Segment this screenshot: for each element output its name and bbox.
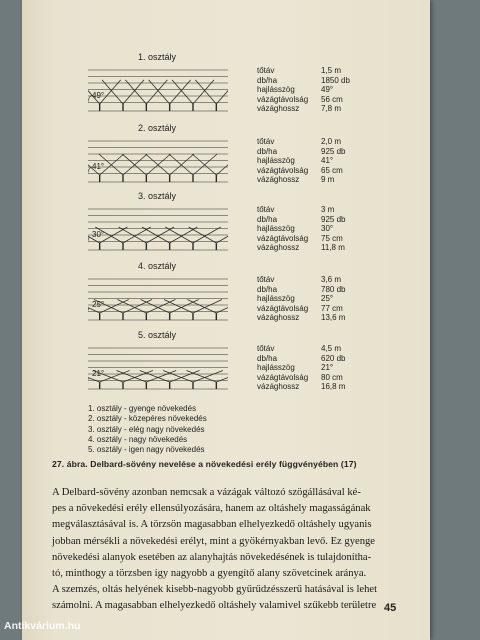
- spec-key: vázághossz: [257, 175, 300, 185]
- legend-item: 3. osztály - elég nagy növekedés: [88, 424, 205, 434]
- paragraph-line: számolni. A magasabban elhelyezkedő oltáshely valamivel szűkebb területre: [52, 600, 377, 612]
- spec-value: 7,8 m: [321, 104, 342, 114]
- angle-label: 49°: [92, 91, 105, 100]
- spec-key: db/ha: [257, 75, 278, 85]
- spec-key: hajlásszög: [257, 85, 295, 95]
- spec-value: 25°: [321, 294, 334, 304]
- spec-row: [257, 243, 387, 253]
- class-title: 1. osztály: [138, 52, 177, 62]
- spec-row: [257, 66, 387, 76]
- paragraph-line: tó, minthogy a törzsben így nagyobb a gyengítő alany szövetcinek aránya.: [52, 568, 367, 580]
- spec-list: [257, 137, 387, 185]
- spec-row: [257, 234, 387, 244]
- spec-key: db/ha: [257, 353, 278, 363]
- spec-row: [257, 344, 387, 354]
- spec-value: 3 m: [321, 205, 335, 214]
- angle-label: 41°: [92, 162, 105, 171]
- spec-list: [257, 205, 387, 253]
- spec-value: 56 cm: [321, 94, 343, 104]
- class-title: 5. osztály: [138, 330, 177, 340]
- spec-value: 49°: [321, 85, 334, 95]
- spec-key: db/ha: [257, 146, 278, 156]
- watermark: Antikvárium.hu: [4, 620, 81, 632]
- spec-value: 80 cm: [321, 372, 343, 382]
- spec-row: [257, 215, 387, 225]
- spec-row: [257, 85, 387, 95]
- spec-value: 11,8 m: [321, 243, 345, 253]
- spec-row: [257, 363, 387, 373]
- hedge-diagram: [88, 133, 228, 193]
- spec-value: 620 db: [321, 353, 346, 363]
- legend: [88, 404, 207, 455]
- spec-row: [257, 354, 387, 364]
- class-title: 4. osztály: [138, 261, 177, 271]
- angle-label: 30°: [92, 230, 105, 239]
- spec-value: 1,5 m: [321, 66, 342, 75]
- hedge-diagram: [88, 62, 228, 122]
- spec-key: vázágtávolság: [257, 94, 309, 104]
- spec-row: [257, 76, 387, 86]
- spec-row: [257, 304, 387, 314]
- legend-item: 4. osztály - nagy növekedés: [88, 434, 188, 444]
- paragraph-line: megválasztásával is. A törzsön magasabban elhelyezkedő oltáshely ugyanis: [52, 519, 372, 531]
- spec-key: vázághossz: [257, 104, 300, 114]
- spec-key: vázágtávolság: [257, 372, 309, 382]
- spec-value: 3,6 m: [321, 275, 342, 284]
- spec-value: 77 cm: [321, 303, 343, 313]
- spec-row: [257, 224, 387, 234]
- spec-key: tőtáv: [257, 275, 275, 284]
- spec-row: [257, 382, 387, 392]
- page-number: 45: [384, 602, 397, 614]
- spec-value: 65 cm: [321, 165, 343, 175]
- spec-value: 925 db: [321, 146, 346, 156]
- class-title: 2. osztály: [138, 123, 177, 133]
- body-paragraph: [52, 485, 400, 615]
- spec-key: db/ha: [257, 214, 278, 224]
- spec-list: [257, 275, 387, 323]
- spec-key: hajlásszög: [257, 156, 295, 166]
- spec-row: [257, 285, 387, 295]
- spec-row: [257, 166, 387, 176]
- spec-row: [257, 137, 387, 147]
- spec-row: [257, 294, 387, 304]
- legend-item: 2. osztály - közepéres növekedés: [88, 414, 207, 424]
- hedge-diagram: [88, 271, 228, 331]
- spec-value: 30°: [321, 224, 334, 234]
- figure-caption: 27. ábra. Delbard-sövény nevelése a növekedési erély függvényében (17): [52, 459, 357, 469]
- spec-row: [257, 104, 387, 114]
- spec-row: [257, 313, 387, 323]
- spec-row: [257, 205, 387, 215]
- angle-label: 21°: [92, 369, 105, 378]
- spec-value: 925 db: [321, 214, 346, 224]
- spec-key: vázághossz: [257, 313, 300, 323]
- class-title: 3. osztály: [138, 191, 177, 201]
- spec-value: 1850 db: [321, 75, 350, 85]
- angle-label: 25°: [92, 300, 105, 309]
- paragraph-line: jobban mérsékli a növekedési erélyt, mint a gyökérnyakban levő. Ez gyenge: [52, 535, 376, 547]
- spec-key: tőtáv: [257, 137, 275, 146]
- spec-value: 13,6 m: [321, 313, 346, 323]
- spec-key: vázághossz: [257, 382, 300, 392]
- spec-value: 75 cm: [321, 233, 343, 243]
- spec-value: 4,5 m: [321, 344, 342, 353]
- hedge-diagram: [88, 340, 228, 400]
- paragraph-line: A Delbard-sövény azonban nemcsak a vázágak változó szögállásával ké-: [52, 487, 361, 498]
- spec-row: [257, 373, 387, 383]
- paragraph-line: pes a növekedési erély ellensúlyozására, hanem az oltáshely magasságának: [52, 503, 371, 515]
- spec-value: 9 m: [321, 175, 335, 185]
- book-page: [22, 0, 430, 640]
- legend-item: 1. osztály - gyenge növekedés: [88, 404, 197, 413]
- spec-list: [257, 344, 387, 392]
- hedge-diagram: [88, 201, 228, 261]
- spec-key: hajlásszög: [257, 363, 295, 373]
- spec-key: vázágtávolság: [257, 165, 309, 175]
- spec-value: 780 db: [321, 284, 346, 294]
- spec-key: vázághossz: [257, 243, 300, 253]
- spec-key: db/ha: [257, 284, 278, 294]
- spec-key: vázágtávolság: [257, 303, 309, 313]
- paragraph-line: A szemzés, oltás helyének kisebb-nagyobb gyűrűdzésszerű hatásával is lehet: [52, 584, 378, 596]
- spec-row: [257, 156, 387, 166]
- spec-row: [257, 95, 387, 105]
- spec-key: vázágtávolság: [257, 233, 309, 243]
- spec-value: 2,0 m: [321, 137, 342, 146]
- spec-key: tőtáv: [257, 66, 275, 75]
- spec-value: 16,8 m: [321, 382, 346, 392]
- legend-item: 5. osztály - igen nagy növekedés: [88, 445, 205, 455]
- spec-key: tőtáv: [257, 344, 275, 353]
- spec-row: [257, 175, 387, 185]
- spec-value: 41°: [321, 156, 334, 166]
- spec-value: 21°: [321, 363, 334, 373]
- spec-key: hajlásszög: [257, 224, 295, 234]
- spec-key: tőtáv: [257, 205, 275, 214]
- spec-key: hajlásszög: [257, 294, 295, 304]
- spec-list: [257, 66, 387, 114]
- paragraph-line: növekedési alanyok esetében az alanyhajtás növekedésének is tulajdonítha-: [52, 551, 372, 563]
- spec-row: [257, 147, 387, 157]
- spec-row: [257, 275, 387, 285]
